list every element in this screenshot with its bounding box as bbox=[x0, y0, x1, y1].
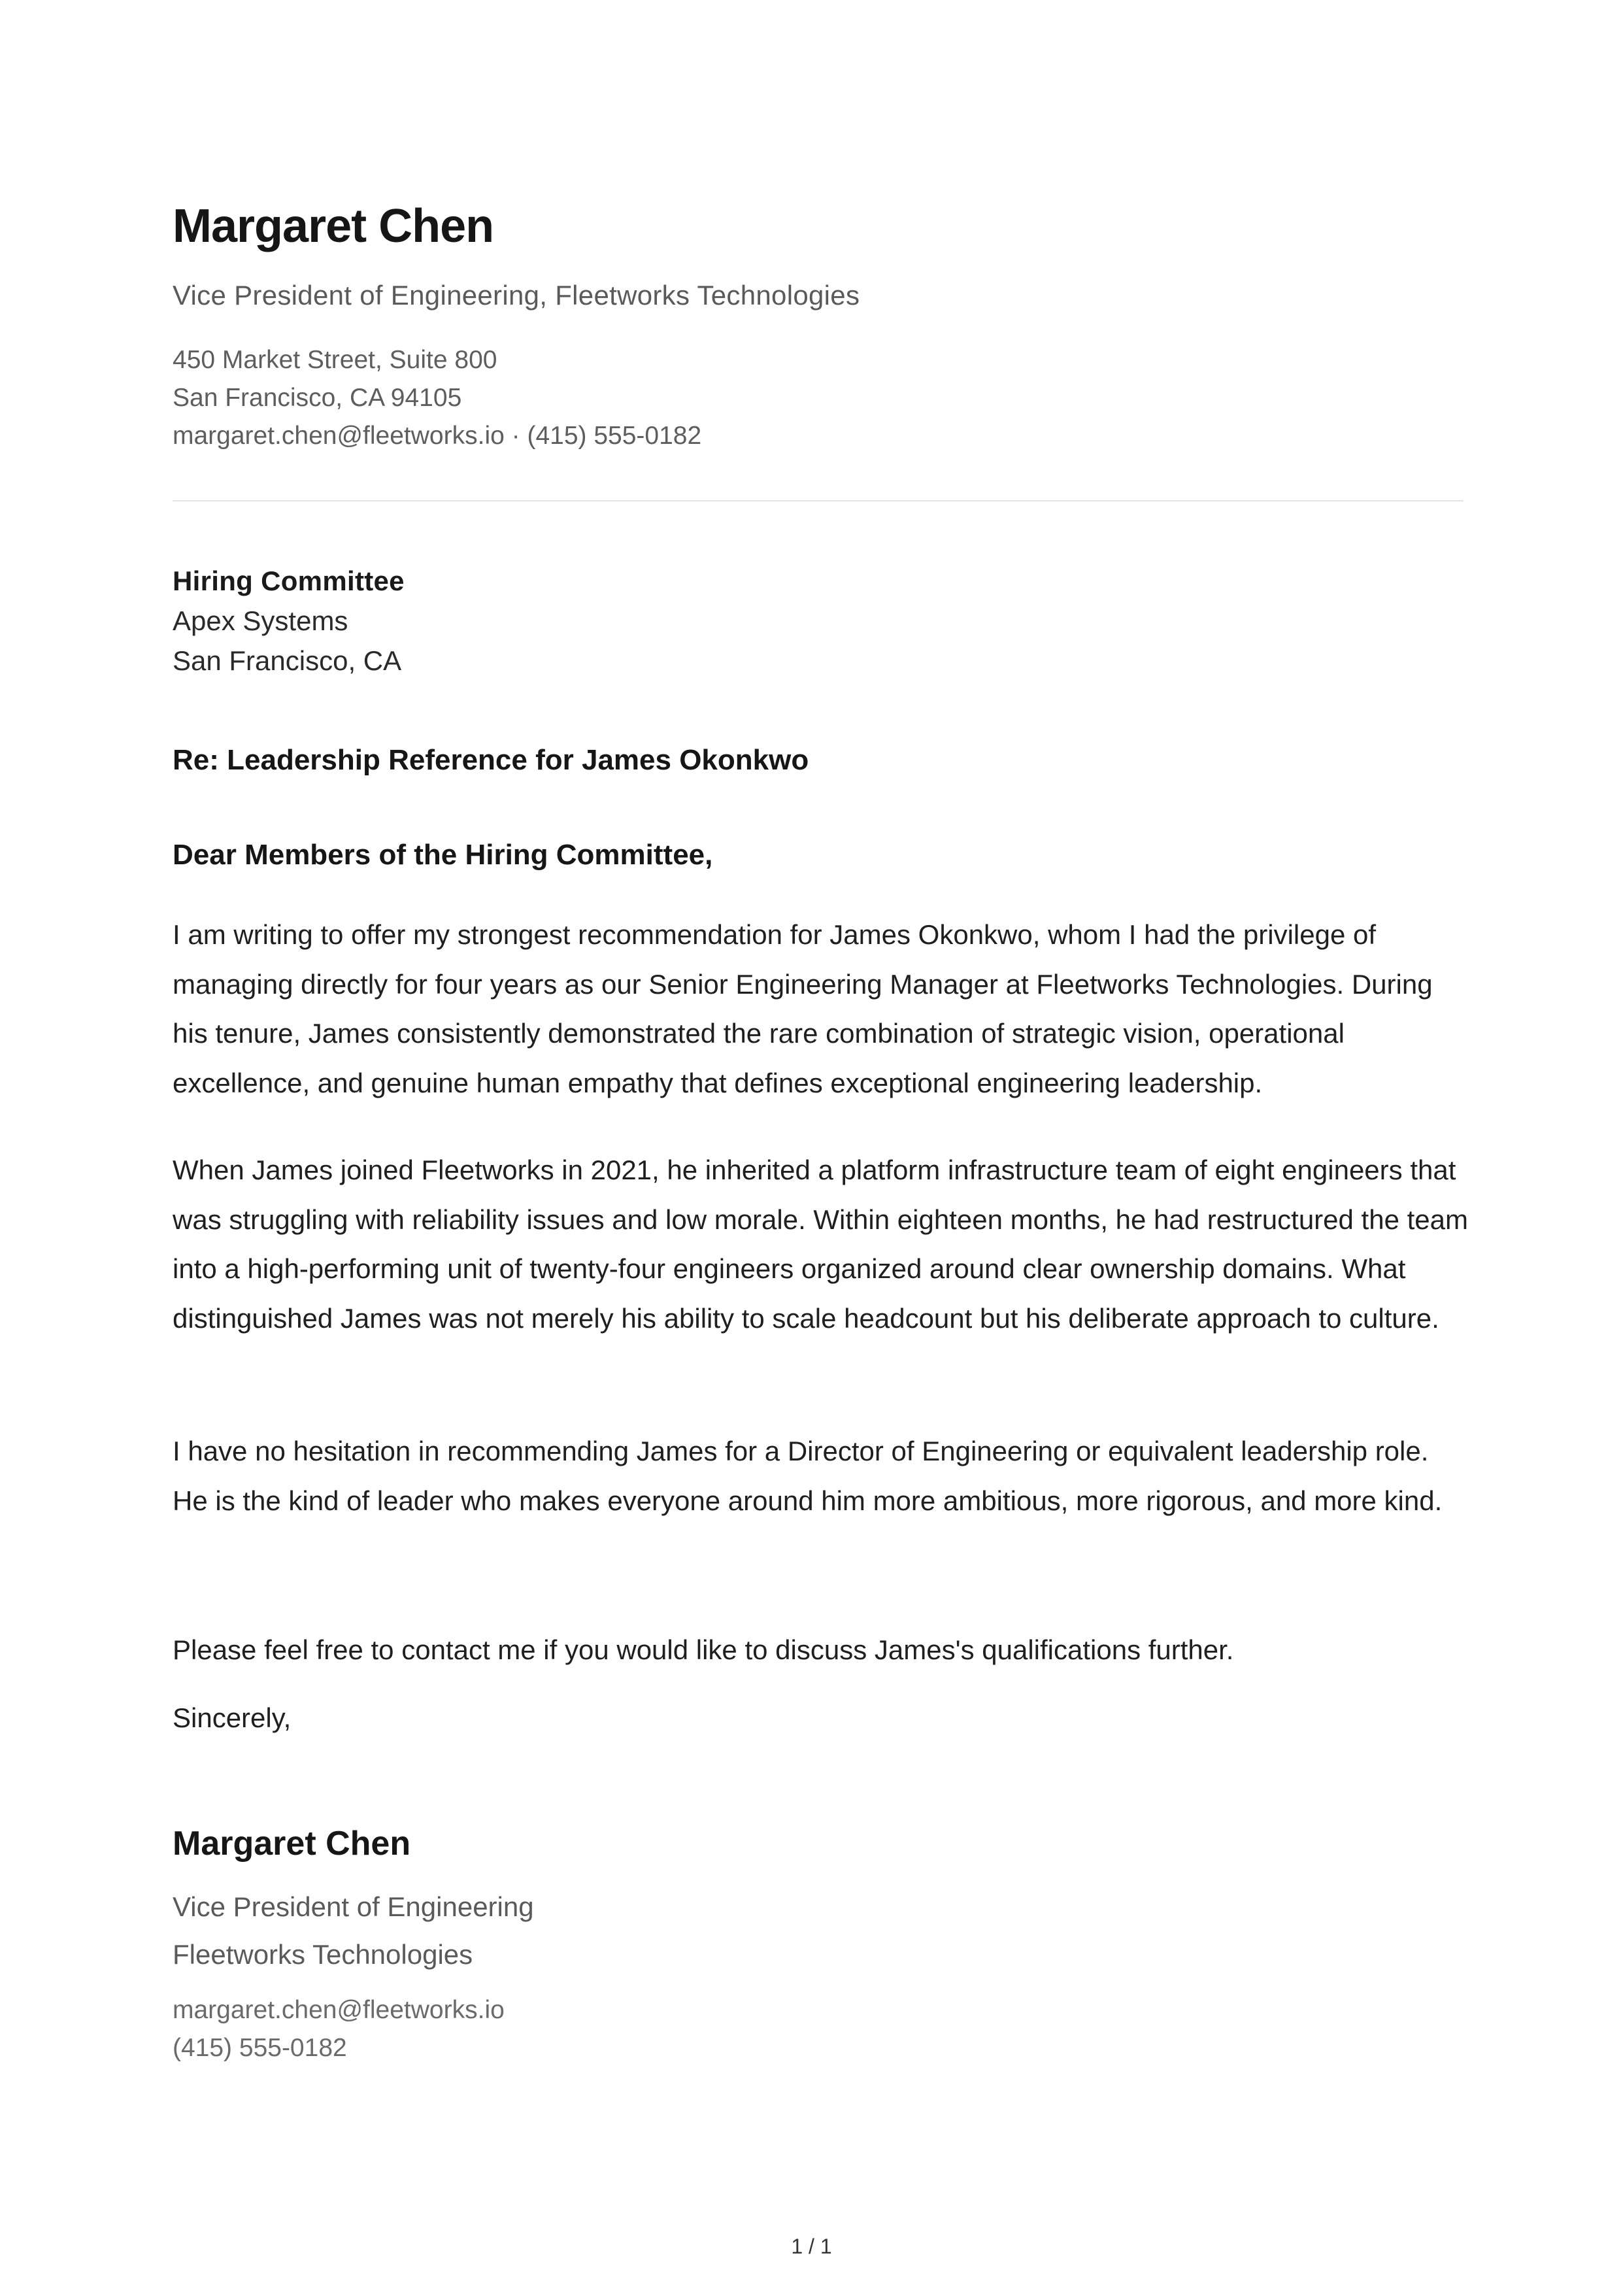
sender-title: Vice President of Engineering, Fleetworks Technologies bbox=[173, 280, 860, 311]
body-paragraph-3: I have no hesitation in recommending James for a Director of Engineering or equivalent leadership role. He is the kind of leader who makes everyone around him more ambitious, more rigorous, and more kind. bbox=[173, 1436, 1443, 1516]
recipient-name: Hiring Committee bbox=[173, 566, 405, 596]
subject-line: Re: Leadership Reference for James Okonkwo bbox=[173, 744, 809, 776]
signature-title-block bbox=[173, 1883, 534, 1978]
signoff: Sincerely, bbox=[173, 1702, 292, 1733]
signature-name: Margaret Chen bbox=[173, 1825, 411, 1863]
signature-company: Fleetworks Technologies bbox=[173, 1939, 473, 1970]
recipient-company: Apex Systems bbox=[173, 605, 348, 636]
body-paragraph-1: I am writing to offer my strongest recommendation for James Okonkwo, whom I had the privilege of managing directly for four years as our Senior Engineering Manager at Fleetworks Technologies. During his tenure, James consistently demonstrated the rare combination of strategic vision, operational excellence, and genuine human empathy that defines exceptional engineering leadership. bbox=[173, 919, 1433, 1098]
recipient-location: San Francisco, CA bbox=[173, 645, 402, 676]
closing-line: Please feel free to contact me if you would like to discuss James's qualifications further. bbox=[173, 1634, 1234, 1665]
signature-email: margaret.chen@fleetworks.io bbox=[173, 1996, 505, 2024]
page-number: 1 / 1 bbox=[791, 2235, 832, 2258]
sender-address-line2: San Francisco, CA 94105 bbox=[173, 384, 462, 412]
sender-name: Margaret Chen bbox=[173, 200, 494, 252]
recipient-block bbox=[173, 561, 405, 681]
signature-title: Vice President of Engineering bbox=[173, 1891, 534, 1922]
header-divider bbox=[173, 500, 1464, 501]
signature-contact-block bbox=[173, 1991, 505, 2067]
sender-contact-line: margaret.chen@fleetworks.io · (415) 555-0182 bbox=[173, 422, 702, 450]
body-paragraph-2: When James joined Fleetworks in 2021, he inherited a platform infrastructure team of eight engineers that was struggling with reliability issues and low morale. Within eighteen months, he had restructured the team into a high-performing unit of twenty-four engineers organized around clear ownership domains. What distinguished James was not merely his ability to scale headcount but his deliberate approach to culture. bbox=[173, 1155, 1468, 1334]
sender-contact-block bbox=[173, 341, 701, 455]
sender-address-line1: 450 Market Street, Suite 800 bbox=[173, 346, 497, 374]
salutation: Dear Members of the Hiring Committee, bbox=[173, 839, 713, 871]
signature-phone: (415) 555-0182 bbox=[173, 2034, 347, 2062]
